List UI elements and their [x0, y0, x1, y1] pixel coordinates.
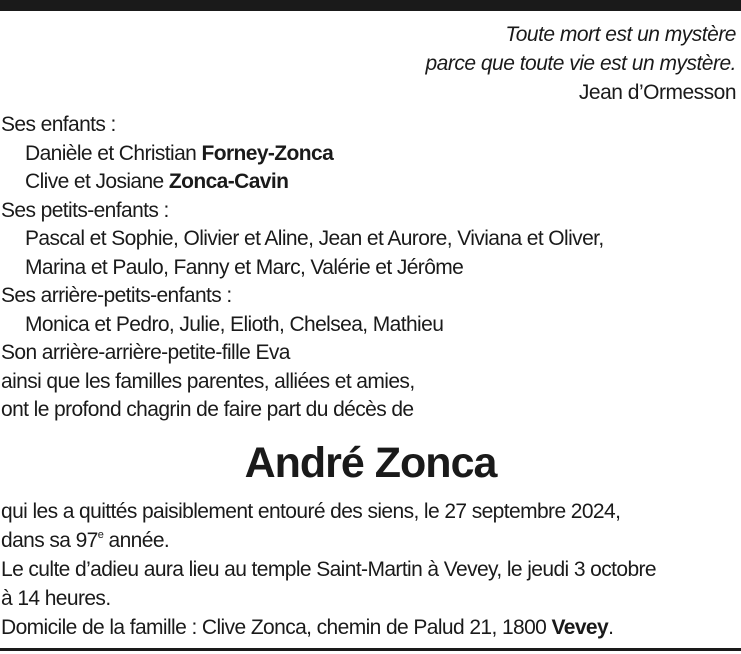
epigraph-author: Jean d’Ormesson [578, 81, 736, 104]
deceased-name: André Zonca [244, 439, 497, 487]
domicile-suffix: . [608, 616, 614, 639]
announcement-line: ont le profond chagrin de faire part du décès de [1, 398, 414, 421]
age-line [1, 526, 739, 555]
age-superscript: e [97, 529, 104, 541]
great-great-granddaughter: Son arrière-arrière-petite-fille Eva [1, 341, 290, 364]
age-prefix: dans sa 97 [1, 529, 98, 552]
great-grandchildren-heading: Ses arrière-petits-enfants : [1, 284, 232, 307]
service-line-2: à 14 heures. [1, 587, 111, 610]
child-2-surname: Zonca-Cavin [168, 170, 289, 193]
top-border-rule [0, 0, 741, 11]
grandchildren-line-1: Pascal et Sophie, Olivier et Aline, Jean et Aurore, Viviana et Oliver, [25, 227, 604, 250]
great-grandchildren-line: Monica et Pedro, Julie, Elioth, Chelsea, Mathieu [25, 312, 444, 336]
age-suffix: année. [103, 529, 170, 552]
child-2-names: Clive et Josiane [25, 170, 169, 193]
child-1-names: Danièle et Christian [25, 141, 202, 165]
grandchildren-line-2: Marina et Paulo, Fanny et Marc, Valérie et Jérôme [25, 255, 464, 279]
children-heading: Ses enfants : [1, 113, 116, 136]
bottom-border-rule [0, 648, 741, 651]
epigraph-line-1: Toute mort est un mystère [505, 23, 736, 46]
grandchildren-heading: Ses petits-enfants : [1, 198, 169, 222]
family-list [1, 111, 739, 425]
child-1 [1, 140, 739, 169]
relatives-line: ainsi que les familles parentes, alliées et amies, [1, 369, 415, 393]
child-2 [1, 168, 739, 197]
closing-line-1: qui les a quittés paisiblement entouré des siens, le 27 septembre 2024, [1, 500, 621, 523]
child-1-surname: Forney-Zonca [201, 141, 334, 165]
epigraph-line-2: parce que toute vie est un mystère. [425, 52, 736, 75]
closing-text [1, 497, 739, 642]
domicile-city: Vevey [551, 616, 609, 639]
epigraph [425, 20, 736, 107]
domicile-line [1, 613, 739, 642]
service-line-1: Le culte d’adieu aura lieu au temple Saint-Martin à Vevey, le jeudi 3 octobre [1, 558, 657, 581]
domicile-prefix: Domicile de la famille : Clive Zonca, chemin de Palud 21, 1800 [1, 616, 552, 639]
